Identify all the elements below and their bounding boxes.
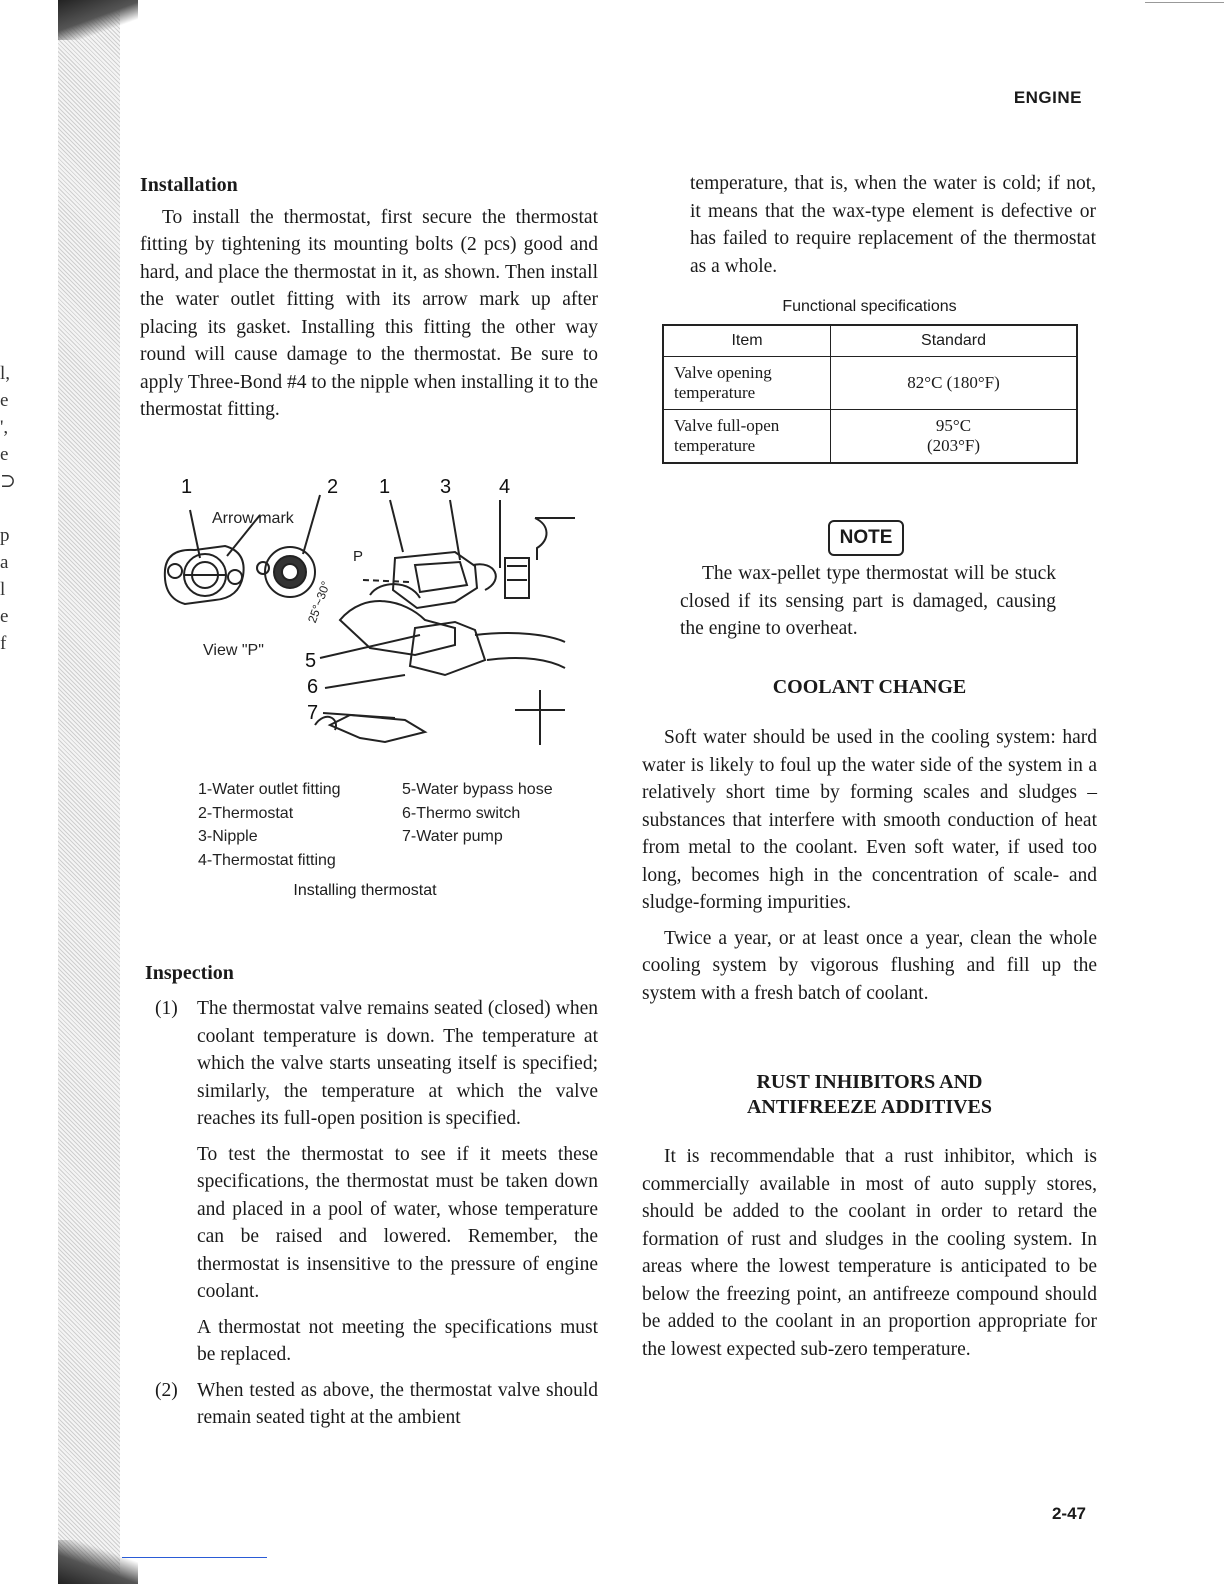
intro-continuation xyxy=(690,170,1096,280)
legend-right-column xyxy=(402,778,553,849)
legend-item: 4-Thermostat fitting xyxy=(198,851,336,869)
table-cell-item: Valve opening temperature xyxy=(663,357,831,410)
bottom-edge-rule xyxy=(122,1557,267,1558)
rust-inhibitors-section xyxy=(642,1143,1097,1363)
binding-corner-bottom xyxy=(58,1540,138,1584)
standard-line-2: (203°F) xyxy=(926,436,981,455)
column-header-standard: Standard xyxy=(831,325,1078,357)
figure-callout-3: 3 xyxy=(440,476,452,498)
functional-spec-table xyxy=(662,324,1078,464)
standard-line-1: 95°C xyxy=(935,416,972,435)
table-row xyxy=(663,410,1077,464)
legend-left-column xyxy=(198,778,341,872)
legend-item: 2-Thermostat xyxy=(198,804,294,822)
coolant-change-section xyxy=(642,724,1097,1007)
figure-callout-1b: 1 xyxy=(379,476,391,498)
installation-paragraph: To install the thermostat, first secure the thermostat fitting by tightening its mounting bolts (2 pcs) good and hard, and place the thermostat in it, as shown. Then install the water outlet fitting with its arrow mark up after placing its gasket. Installing this fitting the other way round will cause damage to the thermostat. Be sure to apply Three-Bond #4 to the nipple when installing it to the thermostat fitting. xyxy=(140,206,598,420)
installation-heading: Installation xyxy=(140,174,238,196)
inspection-paragraph: A thermostat not meeting the specifications must be replaced. xyxy=(197,1316,598,1365)
list-item xyxy=(155,1377,598,1440)
rust-inhibitors-heading xyxy=(642,1070,1097,1120)
adjacent-page-fragments: l, e ', e ⊃ p a l e f xyxy=(0,363,16,654)
inspection-list xyxy=(155,995,598,1440)
heading-line: RUST INHIBITORS AND xyxy=(756,1071,983,1093)
list-item-number: (2) xyxy=(155,1379,178,1401)
coolant-paragraph: Twice a year, or at least once a year, clean the whole cooling system by vigorous flushing and fill up the system with a fresh batch of coolant. xyxy=(642,927,1097,1004)
inspection-paragraph: The thermostat valve remains seated (closed) when coolant temperature is down. The temperature at which the valve starts unseating itself is specified; similarly, the temperature at which the valve reaches its full-open position is specified. xyxy=(197,998,598,1129)
legend-item: 3-Nipple xyxy=(198,828,258,845)
figure-callout-4: 4 xyxy=(499,476,511,498)
installation-section xyxy=(140,172,598,424)
list-item xyxy=(155,995,598,1377)
page-number: 2-47 xyxy=(1051,1504,1086,1523)
note-text xyxy=(680,560,1056,643)
table-caption: Functional specifications xyxy=(782,298,957,315)
thermostat-diagram xyxy=(155,470,595,760)
angle-label: 25°~30° xyxy=(305,579,333,625)
heading-line: ANTIFREEZE ADDITIVES xyxy=(746,1096,993,1118)
continuation-paragraph: temperature, that is, when the water is cold; if not, it means that the wax-type element is defective or has failed to require replacement of the thermostat as a whole. xyxy=(690,173,1096,277)
figure-callout-7: 7 xyxy=(307,702,319,724)
running-header: ENGINE xyxy=(1013,88,1082,107)
legend-item: 5-Water bypass hose xyxy=(402,781,553,798)
inspection-heading: Inspection xyxy=(145,962,234,984)
figure-caption: Installing thermostat xyxy=(293,882,437,899)
p-arrow-label: P xyxy=(353,548,364,565)
page-binding-shadow xyxy=(58,0,120,1584)
table-header-row xyxy=(663,325,1077,357)
table-row xyxy=(663,357,1077,410)
column-header-item: Item xyxy=(663,325,831,357)
coolant-change-heading: COOLANT CHANGE xyxy=(772,676,967,698)
figure-callout-2: 2 xyxy=(327,476,339,498)
arrow-mark-label: Arrow mark xyxy=(212,510,294,527)
table-cell-standard xyxy=(831,410,1078,464)
inspection-paragraph: When tested as above, the thermostat valve should remain seated tight at the ambient xyxy=(197,1379,598,1428)
legend-item: 1-Water outlet fitting xyxy=(198,781,341,798)
coolant-paragraph: Soft water should be used in the cooling system: hard water is likely to foul up the water side of the system in a relatively short time by forming scales and sludges – substances that interfere with smooth conduction of heat from metal to the coolant. Even soft water, if used too long, becomes high in the concentration of scale- and sludge-forming impurities. xyxy=(642,727,1097,913)
list-item-number: (1) xyxy=(155,998,178,1019)
legend-item: 6-Thermo switch xyxy=(402,804,521,822)
figure-callout-5: 5 xyxy=(305,650,317,672)
rust-paragraph: It is recommendable that a rust inhibitor, which is commercially available in most of auto supply stores, should be added to the coolant in order to retard the formation of rust and sludges in the cooling system. In areas where the lowest temperature is anticipated to be below the freezing point, an antifreeze compound should be added to the coolant in an proportion appropriate for the lowest expected sub-zero temperature. xyxy=(642,1146,1097,1360)
binding-corner-top xyxy=(58,0,138,40)
figure-callout-6: 6 xyxy=(307,676,319,698)
top-edge-rule xyxy=(1145,2,1224,3)
table-cell-standard: 82°C (180°F) xyxy=(831,357,1078,410)
figure-callout-1: 1 xyxy=(181,476,193,498)
table-cell-item: Valve full-open temperature xyxy=(663,410,831,464)
note-paragraph: The wax-pellet type thermostat will be stuck closed if its sensing part is damaged, causing the engine to overheat. xyxy=(680,563,1056,639)
legend-item: 7-Water pump xyxy=(402,828,503,845)
note-badge: NOTE xyxy=(828,520,904,556)
view-p-label: View "P" xyxy=(203,642,264,659)
inspection-paragraph: To test the thermostat to see if it meets these specifications, the thermostat must be taken down and placed in a pool of water, whose temperature can be raised and lowered. Remember, the thermostat is insensitive to the pressure of engine coolant. xyxy=(197,1143,598,1302)
